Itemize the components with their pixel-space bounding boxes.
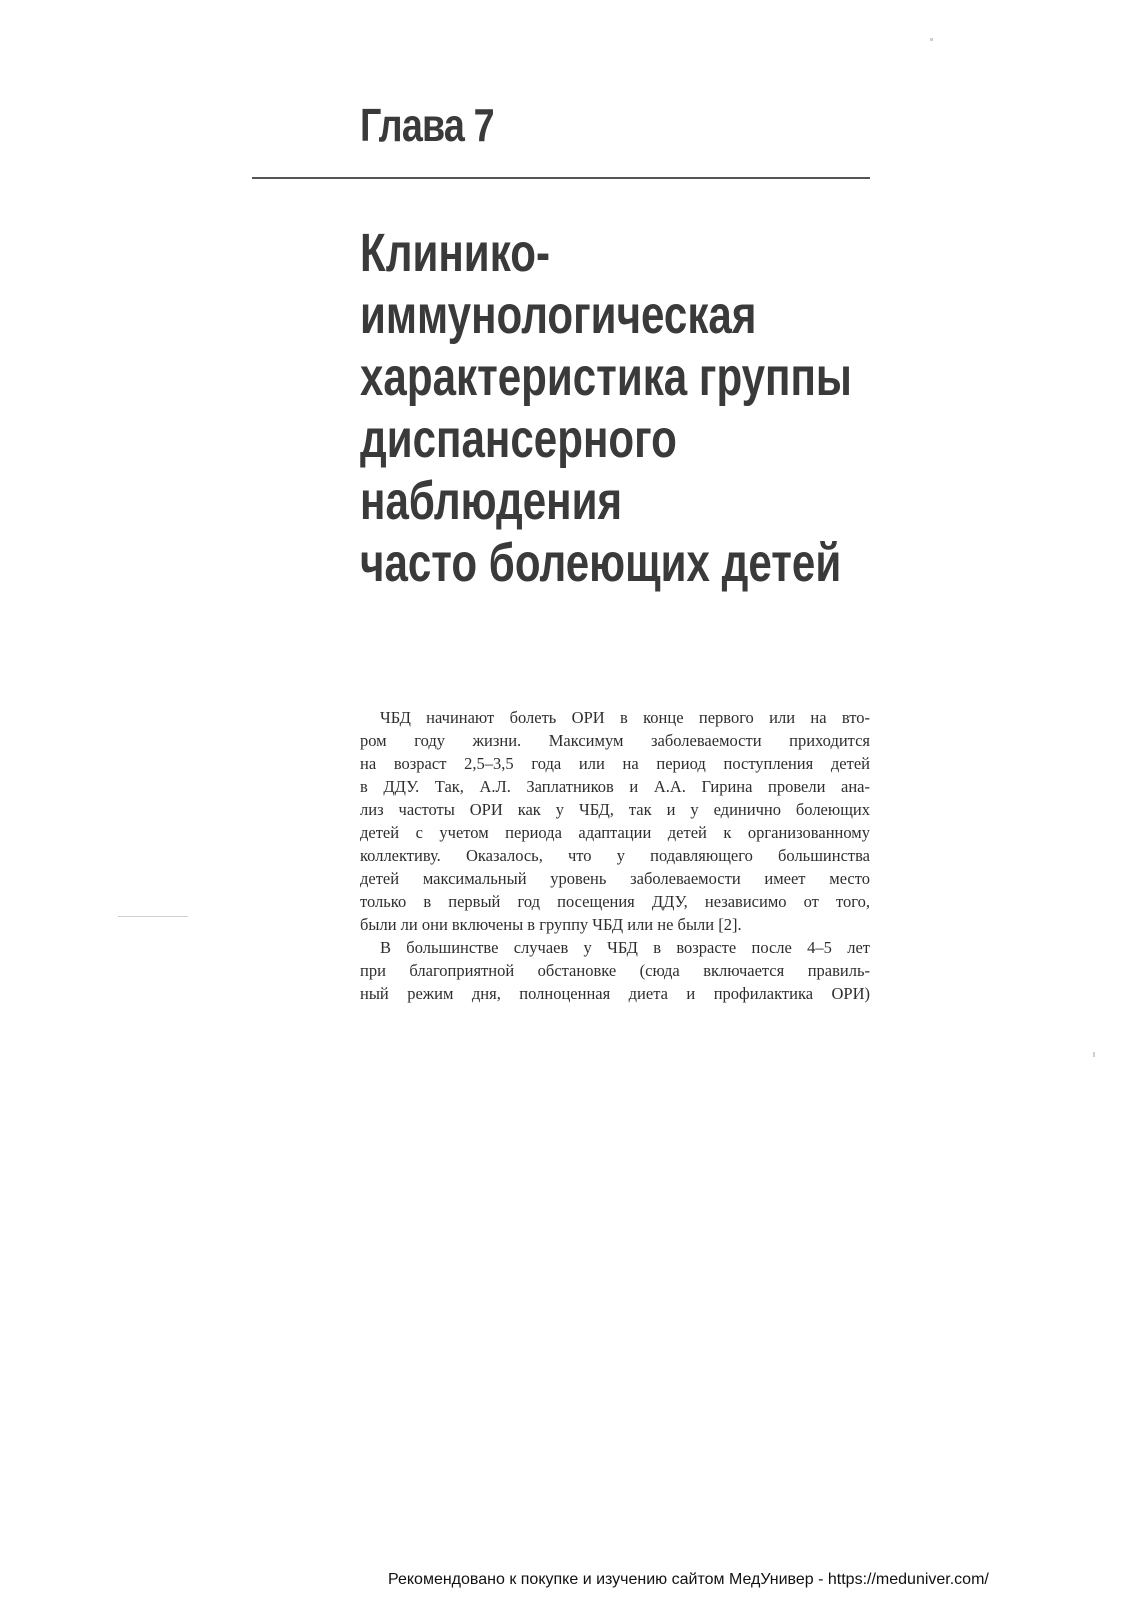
chapter-title — [360, 222, 852, 594]
paragraph-line: ром году жизни. Максимум заболеваемости приходится — [360, 731, 870, 750]
chapter-title-line: иммунологическая — [360, 285, 757, 345]
body-text — [360, 706, 870, 1005]
chapter-divider — [252, 177, 870, 179]
paragraph-line: коллективу. Оказалось, что у подавляющего большинства — [360, 846, 870, 865]
scan-speck — [930, 38, 933, 41]
chapter-title-line: характеристика группы — [360, 347, 852, 407]
chapter-label: Глава 7 — [360, 99, 494, 151]
footer-watermark: Рекомендовано к покупке и изучению сайтом МедУнивер - https://meduniver.com/ — [388, 1571, 989, 1588]
chapter-title-line: часто болеющих детей — [360, 533, 842, 593]
paragraph-line: были ли они включены в группу ЧБД или не были [2]. — [360, 915, 742, 934]
paragraph-line: ЧБД начинают болеть ОРИ в конце первого или на вто- — [380, 708, 870, 727]
paragraph-line: в ДДУ. Так, А.Л. Заплатников и А.А. Гирина провели ана- — [360, 777, 870, 796]
paragraph-line: ный режим дня, полноценная диета и профилактика ОРИ) — [360, 984, 870, 1003]
paragraph-line: детей максимальный уровень заболеваемости имеет место — [360, 869, 870, 888]
paragraph-line: только в первый год посещения ДДУ, независимо от того, — [360, 892, 870, 911]
scan-speck — [1093, 1052, 1095, 1057]
paragraph-line: детей с учетом периода адаптации детей к организованному — [360, 823, 870, 842]
scan-speck — [118, 916, 188, 917]
chapter-title-line: наблюдения — [360, 471, 623, 531]
paragraph-line: на возраст 2,5–3,5 года или на период поступления детей — [360, 754, 870, 773]
chapter-title-line: Клинико- — [360, 223, 550, 283]
paragraph-line: лиз частоты ОРИ как у ЧБД, так и у единично болеющих — [360, 800, 870, 819]
paragraph-line: при благоприятной обстановке (сюда включается правиль- — [360, 961, 870, 980]
paragraph-line: В большинстве случаев у ЧБД в возрасте после 4–5 лет — [380, 938, 870, 957]
chapter-title-line: диспансерного — [360, 409, 677, 469]
